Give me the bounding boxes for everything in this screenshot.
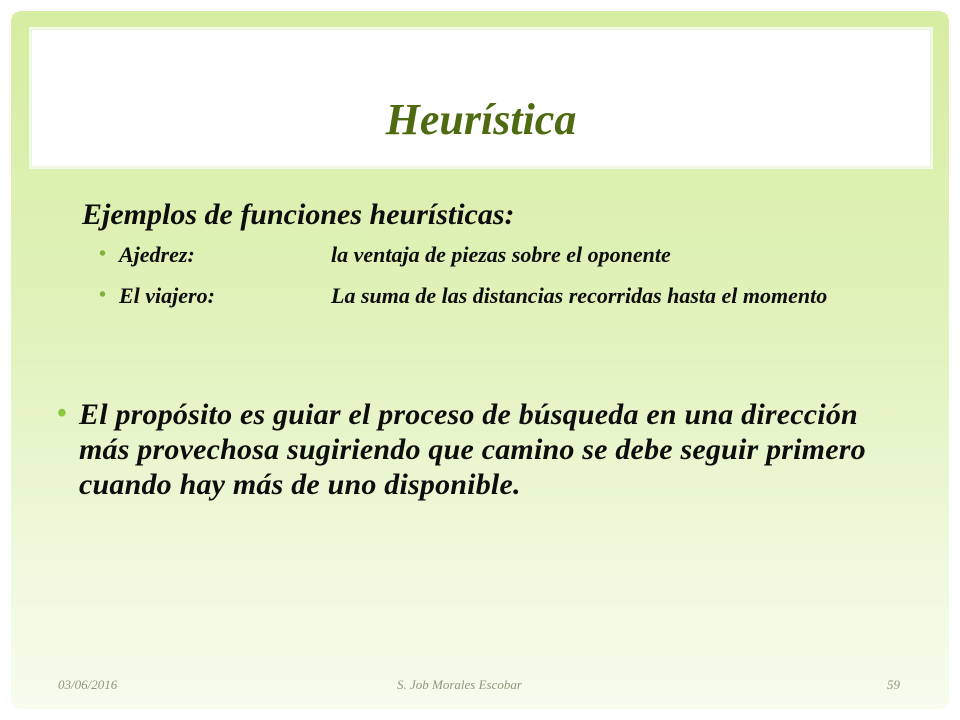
bullet-icon: • xyxy=(57,398,67,429)
bullet-icon: • xyxy=(99,284,107,306)
example-description: la ventaja de piezas sobre el oponente xyxy=(331,242,671,267)
footer-author: S. Job Morales Escobar xyxy=(397,677,522,692)
title-box xyxy=(31,29,931,167)
slide-title: Heurística xyxy=(385,95,577,144)
example-description: La suma de las distancias recorridas hasta el momento xyxy=(331,283,828,308)
example-term: El viajero: xyxy=(119,283,215,308)
bullet-icon: • xyxy=(99,243,107,265)
slide xyxy=(11,11,949,709)
footer-page-number: 59 xyxy=(887,677,900,692)
main-point-text: El propósito es guiar el proceso de búsqueda en una dirección más provechosa sugiriendo que camino se debe seguir primero cuando hay más de uno disponible. xyxy=(79,398,866,501)
example-term: Ajedrez: xyxy=(119,242,195,267)
subheading: Ejemplos de funciones heurísticas: xyxy=(82,198,515,231)
footer-date: 03/06/2016 xyxy=(58,677,118,692)
